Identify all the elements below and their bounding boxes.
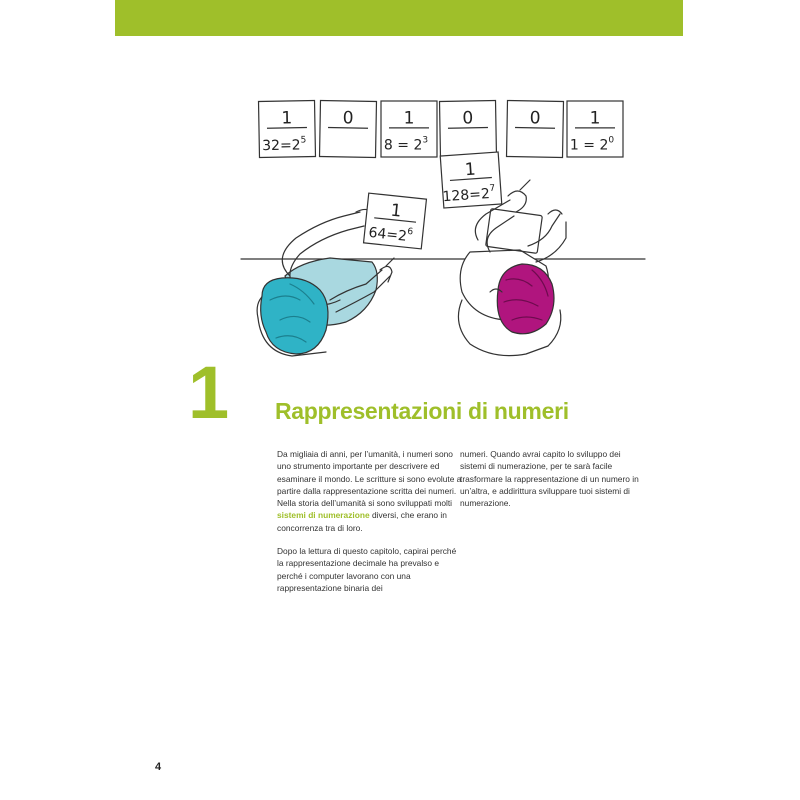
paragraph-continuation: numeri. Quando avrai capito lo sviluppo dei sistemi di numerazione, per te sarà facile trasformare la rappresentazione di un numero in un’altra, e addirittura sviluppare tuoi sistemi di numerazione. — [460, 449, 639, 509]
card-denominator: $1 = 2^0$ — [569, 135, 615, 154]
highlight-term: sistemi di numerazione — [277, 510, 370, 521]
card-numerator: 1 — [589, 108, 601, 129]
illustration-binary-cards — [0, 0, 800, 370]
card-top-1 — [259, 101, 316, 158]
chapter-title: Rappresentazioni di numeri — [275, 398, 569, 424]
card-numerator: 0 — [529, 108, 541, 129]
card-denominator: $128=2^7$ — [442, 183, 496, 206]
card-exponent: 5 — [300, 135, 307, 146]
held-card-right-face — [440, 152, 502, 208]
right-arm-lower — [528, 214, 560, 246]
card-top-4 — [440, 101, 497, 158]
card-top-5 — [507, 101, 564, 158]
text-column-left — [277, 448, 462, 605]
card-numerator: 0 — [342, 108, 354, 129]
held-card-right — [440, 152, 502, 208]
card-top-6 — [567, 101, 623, 157]
paragraph-intro-end: diversi, che erano in concorrenza tra di loro. — [277, 510, 447, 533]
paragraph-intro — [277, 448, 462, 534]
card-denominator: $8 = 2^3$ — [383, 135, 429, 154]
card-exponent: 6 — [406, 226, 414, 238]
cards-row — [259, 101, 623, 158]
chapter-number: 1 — [188, 351, 230, 434]
card-numerator: 1 — [464, 159, 477, 181]
right-paper — [486, 209, 543, 254]
card-exponent: 0 — [608, 135, 615, 146]
card-numerator: 1 — [281, 108, 293, 129]
card-top-2 — [320, 101, 377, 158]
card-denominator: $32=2^5$ — [262, 135, 307, 155]
paragraph-intro-text: Da migliaia di anni, per l’umanità, i numeri sono uno strumento importante per descrivere ed esaminare il mondo. Le scritture si sono evolute a partire dalla rappresentazione scritta dei numeri. Nella storia dell’umanità si sono sviluppati molti — [277, 449, 462, 509]
card-denominator: $64=2^6$ — [367, 224, 414, 245]
paragraph-chapter-goal: Dopo la lettura di questo capitolo, capirai perché la rappresentazione decimale ha prevalso e perché i computer lavorano con una rappresentazione binaria dei — [277, 546, 457, 593]
page-number: 4 — [155, 761, 162, 773]
right-hair — [497, 264, 554, 334]
held-card-left — [364, 193, 427, 249]
card-numerator: 1 — [403, 108, 415, 129]
card-exponent: 3 — [422, 135, 429, 146]
card-numerator: 1 — [389, 200, 403, 222]
card-exponent: 7 — [489, 183, 496, 194]
right-arm-upper — [475, 200, 510, 240]
right-hand-top — [508, 191, 526, 212]
card-numerator: 0 — [462, 108, 474, 129]
card-top-3 — [381, 101, 437, 157]
held-card-left-face — [364, 193, 427, 249]
right-pen — [520, 180, 530, 190]
text-column-right — [460, 448, 645, 520]
